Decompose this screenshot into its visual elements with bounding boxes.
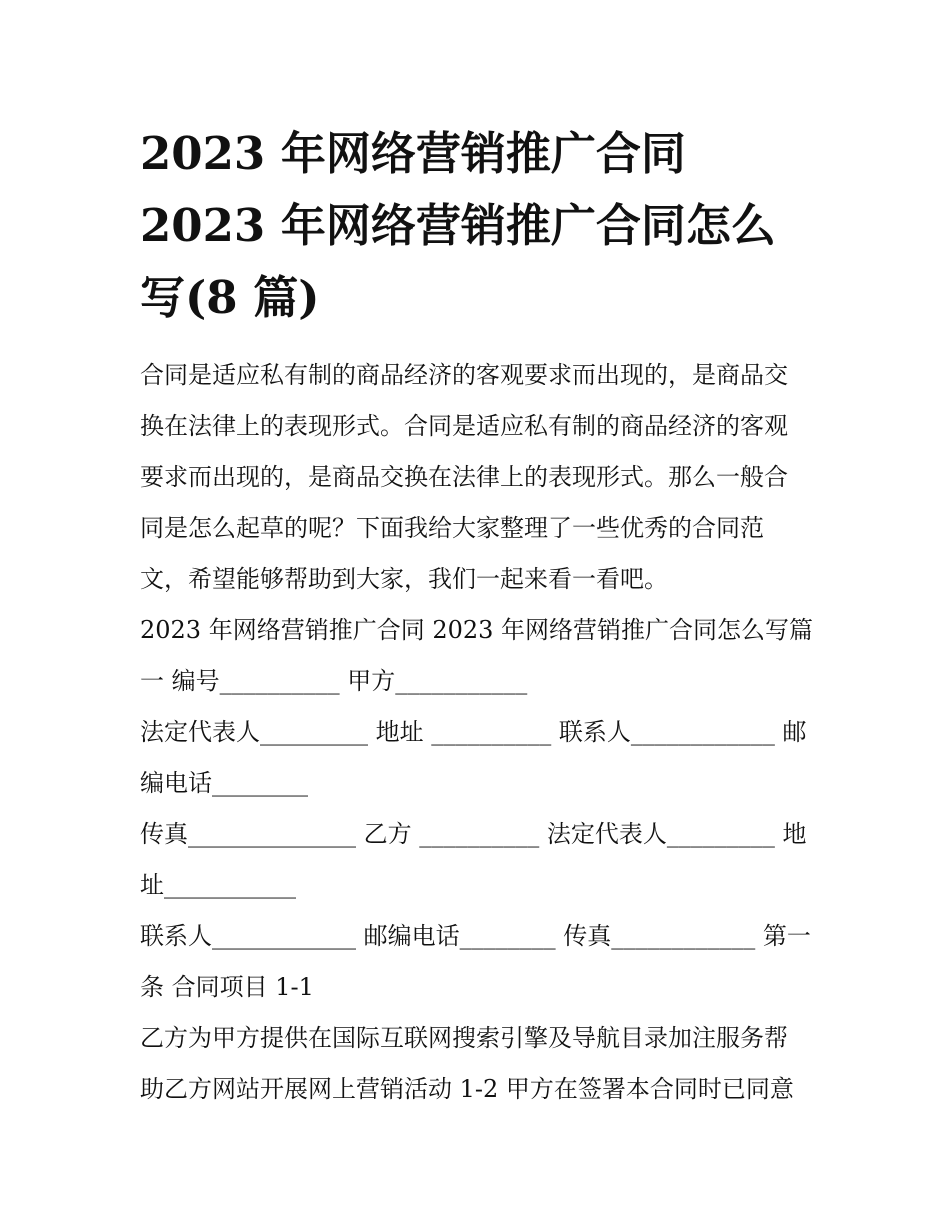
text-line: 2023 年网络营销推广合同 2023 年网络营销推广合同怎么写篇: [140, 616, 814, 644]
text-line: 条 合同项目 1-1: [140, 973, 314, 1001]
text-line: 编电话________: [140, 769, 308, 797]
party-a-paragraph: [140, 707, 815, 809]
document-body: [140, 118, 815, 1115]
document-title: [140, 118, 815, 334]
text-line: 传真______________ 乙方 __________ 法定代表人_________ 地: [140, 820, 807, 848]
contact-paragraph: [140, 911, 815, 1013]
text-line: 一 编号__________ 甲方___________: [140, 667, 528, 695]
text-line: 合同是适应私有制的商品经济的客观要求而出现的，是商品交: [140, 361, 788, 389]
article-heading-paragraph: [140, 605, 815, 707]
text-line: 要求而出现的，是商品交换在法律上的表现形式。那么一般合: [140, 463, 788, 491]
text-line: 文，希望能够帮助到大家，我们一起来看一看吧。: [140, 565, 668, 593]
text-line: 址___________: [140, 871, 296, 899]
text-line: 换在法律上的表现形式。合同是适应私有制的商品经济的客观: [140, 412, 788, 440]
party-b-paragraph: [140, 809, 815, 911]
text-line: 乙方为甲方提供在国际互联网搜索引擎及导航目录加注服务帮: [140, 1024, 788, 1052]
title-line: 2023 年网络营销推广合同: [140, 127, 686, 180]
text-line: 助乙方网站开展网上营销活动 1-2 甲方在签署本合同时已同意: [140, 1075, 794, 1103]
title-line: 写(8 篇): [140, 271, 320, 324]
clause-paragraph: [140, 1013, 815, 1115]
text-line: 法定代表人_________ 地址 __________ 联系人____________ 邮: [140, 718, 807, 746]
text-line: 同是怎么起草的呢？下面我给大家整理了一些优秀的合同范: [140, 514, 764, 542]
intro-paragraph: [140, 350, 815, 605]
text-line: 联系人____________ 邮编电话________ 传真____________ 第一: [140, 922, 811, 950]
title-line: 2023 年网络营销推广合同怎么: [140, 199, 776, 252]
